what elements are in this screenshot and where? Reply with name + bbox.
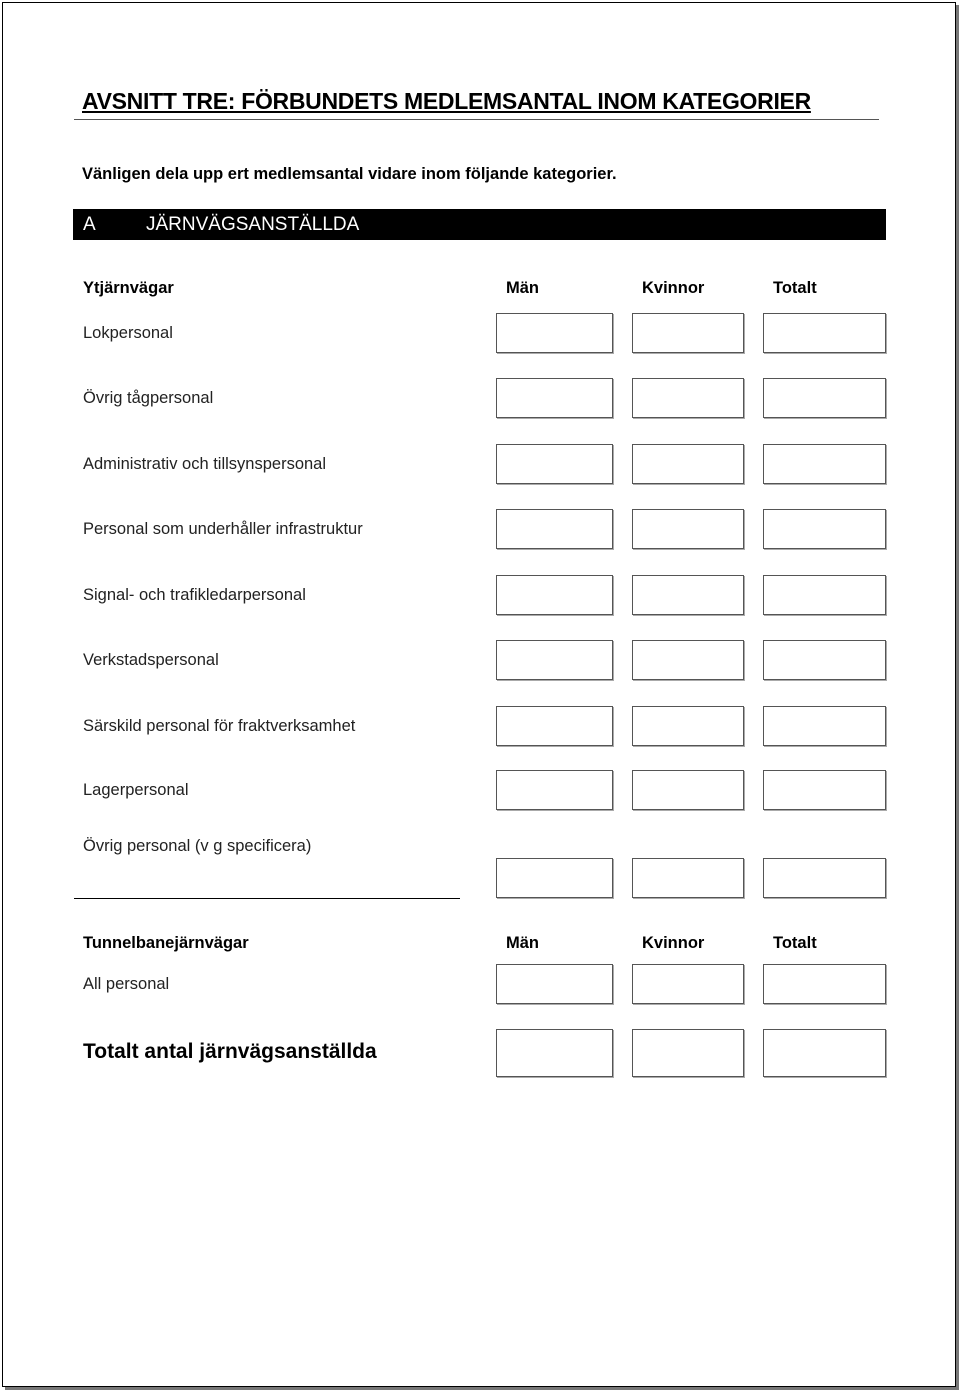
input-signal-trafikledar-kvinnor[interactable]: [632, 575, 744, 615]
row-label-lokpersonal: Lokpersonal: [83, 324, 173, 342]
input-verkstadspersonal-man[interactable]: [496, 640, 613, 680]
section-letter: A: [83, 214, 96, 235]
input-signal-trafikledar-totalt[interactable]: [763, 575, 886, 615]
column-header-totalt: Totalt: [773, 279, 817, 297]
row-label-administrativ: Administrativ och tillsynspersonal: [83, 455, 327, 473]
row-label-ovrig-personal: Övrig personal (v g specificera): [83, 837, 312, 855]
input-lokpersonal-totalt[interactable]: [763, 313, 886, 353]
input-fraktverksamhet-totalt[interactable]: [763, 706, 886, 746]
input-ovrig-personal-man[interactable]: [496, 858, 613, 898]
section-heading: AVSNITT TRE: FÖRBUNDETS MEDLEMSANTAL INOM KATEGORIER: [82, 88, 811, 114]
input-infrastruktur-kvinnor[interactable]: [632, 509, 744, 549]
input-ovrig-tagpersonal-man[interactable]: [496, 378, 613, 418]
input-signal-trafikledar-man[interactable]: [496, 575, 613, 615]
input-ovrig-personal-kvinnor[interactable]: [632, 858, 744, 898]
input-all-personal-totalt[interactable]: [763, 964, 886, 1004]
tunnelbana-column-header-man: Män: [506, 934, 539, 952]
input-verkstadspersonal-totalt[interactable]: [763, 640, 886, 680]
input-fraktverksamhet-man[interactable]: [496, 706, 613, 746]
row-label-fraktverksamhet: Särskild personal för fraktverksamhet: [83, 717, 356, 735]
tunnelbana-column-header-totalt: Totalt: [773, 934, 817, 952]
input-all-personal-kvinnor[interactable]: [632, 964, 744, 1004]
input-total-kvinnor[interactable]: [632, 1029, 744, 1077]
input-ovrig-tagpersonal-kvinnor[interactable]: [632, 378, 744, 418]
input-verkstadspersonal-kvinnor[interactable]: [632, 640, 744, 680]
tunnelbana-column-header-kvinnor: Kvinnor: [642, 934, 705, 952]
specify-line[interactable]: [74, 898, 460, 899]
input-lagerpersonal-kvinnor[interactable]: [632, 770, 744, 810]
input-ovrig-tagpersonal-totalt[interactable]: [763, 378, 886, 418]
input-infrastruktur-man[interactable]: [496, 509, 613, 549]
input-infrastruktur-totalt[interactable]: [763, 509, 886, 549]
section-bar: [73, 209, 886, 240]
input-lokpersonal-man[interactable]: [496, 313, 613, 353]
row-label-lagerpersonal: Lagerpersonal: [83, 781, 189, 799]
ytjarnvagar-header: Ytjärnvägar: [83, 279, 174, 297]
tunnelbana-header: Tunnelbanejärnvägar: [83, 934, 249, 952]
input-administrativ-man[interactable]: [496, 444, 613, 484]
intro-text: Vänligen dela upp ert medlemsantal vidare inom följande kategorier.: [82, 165, 617, 183]
row-label-signal-trafikledar: Signal- och trafikledarpersonal: [83, 586, 306, 604]
input-lokpersonal-kvinnor[interactable]: [632, 313, 744, 353]
input-total-totalt[interactable]: [763, 1029, 886, 1077]
heading-rule: [74, 119, 879, 120]
input-lagerpersonal-totalt[interactable]: [763, 770, 886, 810]
input-lagerpersonal-man[interactable]: [496, 770, 613, 810]
row-label-all-personal: All personal: [83, 975, 170, 993]
section-title: JÄRNVÄGSANSTÄLLDA: [146, 214, 360, 235]
row-label-ovrig-tagpersonal: Övrig tågpersonal: [83, 389, 214, 407]
total-label: Totalt antal järnvägsanställda: [83, 1040, 377, 1063]
row-label-verkstadspersonal: Verkstadspersonal: [83, 651, 219, 669]
input-ovrig-personal-totalt[interactable]: [763, 858, 886, 898]
input-total-man[interactable]: [496, 1029, 613, 1077]
input-fraktverksamhet-kvinnor[interactable]: [632, 706, 744, 746]
input-administrativ-totalt[interactable]: [763, 444, 886, 484]
column-header-kvinnor: Kvinnor: [642, 279, 705, 297]
input-all-personal-man[interactable]: [496, 964, 613, 1004]
input-administrativ-kvinnor[interactable]: [632, 444, 744, 484]
row-label-infrastruktur: Personal som underhåller infrastruktur: [83, 520, 363, 538]
column-header-man: Män: [506, 279, 539, 297]
